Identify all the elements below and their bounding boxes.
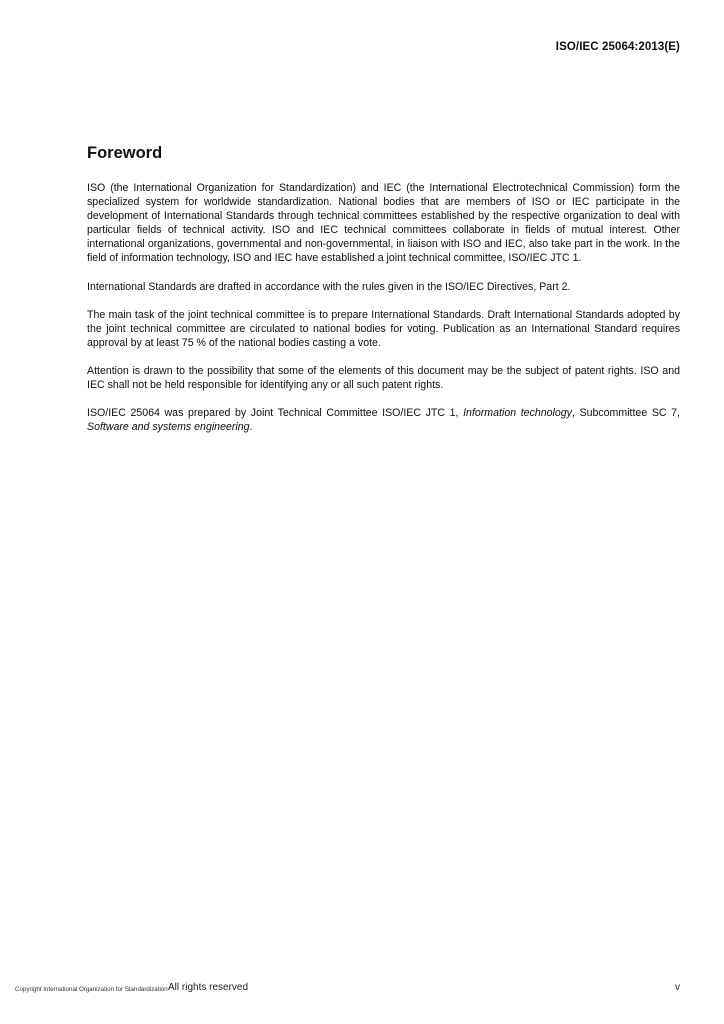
paragraph-preparation bbox=[87, 406, 680, 434]
copyright-notice: All rights reserved bbox=[168, 982, 249, 993]
foreword-section bbox=[87, 144, 680, 448]
page-number: v bbox=[675, 982, 680, 993]
paragraph-directives: International Standards are drafted in accordance with the rules given in the ISO/IEC Directives, Part 2. bbox=[87, 280, 571, 293]
paragraph-iso-iec-intro: ISO (the International Organization for Standardization) and IEC (the International Electrotechnical Commission) form the specialized system for worldwide standardization. National bodies that are members of ISO or IEC participate in the development of International Standards through technical committees established by the respective organization to deal with particular fields of technical activity. ISO and IEC technical committees collaborate in fields of mutual interest. Other international organizations, governmental and non-governmental, in liaison with ISO and IEC, also take part in the work. In the field of information technology, ISO and IEC have established a joint technical committee, ISO/IEC JTC 1. bbox=[87, 182, 680, 265]
preparation-lead-text: ISO/IEC 25064 was prepared by Joint Technical Committee ISO/IEC JTC 1, bbox=[87, 407, 464, 420]
preparation-mid-text: , Subcommittee SC 7, bbox=[571, 407, 680, 420]
committee-name-italic: Information technology bbox=[463, 407, 572, 420]
paragraph-main-task: The main task of the joint technical committee is to prepare International Standards. Draft International Standards adopted by the joint technical committee are circulated to national bodies for voting. Publication as an International Standard requires approval by at least 75 % of the national bodies casting a vote. bbox=[87, 308, 680, 349]
preparation-end-text: . bbox=[249, 421, 253, 434]
paragraph-patent-rights: Attention is drawn to the possibility that some of the elements of this document may be the subject of patent rights. ISO and IEC shall not be held responsible for identifying any or all such patent rights. bbox=[87, 364, 680, 392]
copyright-watermark: Copyright International Organization for Standardization bbox=[15, 986, 168, 993]
subcommittee-name-italic: Software and systems engineering bbox=[87, 421, 250, 434]
section-title: Foreword bbox=[87, 144, 163, 162]
document-identifier: ISO/IEC 25064:2013(E) bbox=[555, 41, 680, 53]
